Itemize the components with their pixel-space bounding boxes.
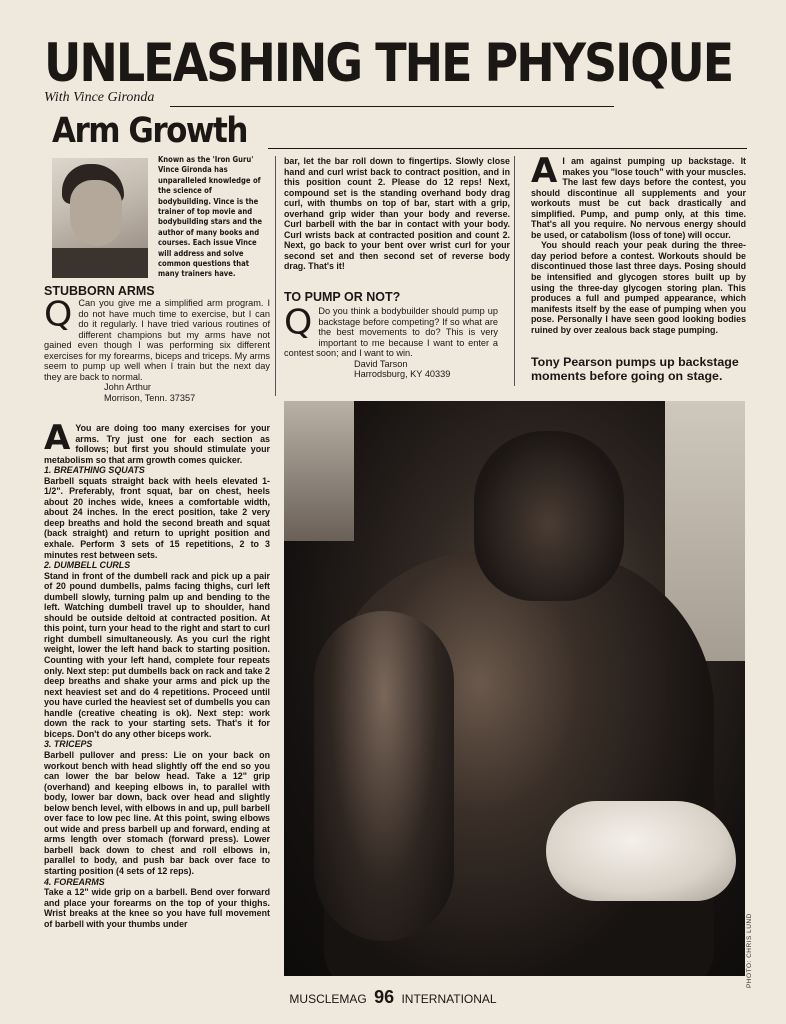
masthead-title: UNLEASHING THE PHYSIQUE: [44, 31, 733, 94]
question-text: Can you give me a simplified arm program. I do not have much time to exercise, but I can do it regularly. I have tried various routines of different champions but my arms have not gained even though I was performing six different exercises for my forearms, biceps and triceps. My arms seem to pump up well when I train but the next day they are back to normal.: [44, 298, 270, 382]
reader-name: David Tarson: [354, 358, 408, 369]
answer-continued: [284, 156, 510, 272]
exercise-heading: 1. BREATHING SQUATS: [44, 465, 145, 476]
question-heading: STUBBORN ARMS: [44, 284, 155, 298]
magazine-name: MUSCLEMAG: [289, 992, 367, 1006]
divider: [268, 148, 747, 149]
photo-credit: PHOTO: CHRIS LUND: [746, 913, 753, 988]
reader-location: Morrison, Tenn. 37357: [104, 392, 196, 403]
question-text: Do you think a bodybuilder should pump up backstage before competing? If so what are the best movements to do? This is very important to me because I want to enter a contest soon; and I want to win.: [284, 306, 498, 358]
byline: With Vince Gironda: [44, 90, 155, 105]
exercise-text: Stand in front of the dumbell rack and pick up a pair of 20 pound dumbells, palms facing thighs, curl left dumbell slowly, turning palm up and bending to the left. Watching dumbell travel up to shoulder, hand should be outside deltoid at contracted position. At this point, turn your head to the right and start to curl right dumbell simultaneously. As you curl the right weight, lower the left hand back to starting position. Counting with your left hand, complete four repeats only. Next step: put dumbells back on rack and take 2 deep breaths and shake your arms and pick up the next heaviest set and do 4 repetitions. Proceed until you have curled the heaviest set of dumbells you can handle (creative cheating is ok). Next step: work down the rack to your starting sets. That's it for biceps. Don't do any other biceps work.: [44, 570, 270, 739]
exercise-heading: 3. TRICEPS: [44, 739, 93, 750]
page-number: 96: [374, 987, 395, 1007]
bodybuilder-photo: [284, 401, 745, 976]
section-title: Arm Growth: [52, 110, 247, 152]
exercise-text: Barbell squats straight back with heels elevated 1-1/2". Preferably, front squat, bar on chest, heels about 20 inches wide, knees a comfortable width, about 24 inches. In the erect position, take 2 very deep breaths and hold the second breath and squat (back straight) and return to upright position and exhale. Perform 3 sets of 15 repetitions, 2 to 3 minutes rest between sets.: [44, 475, 270, 560]
answer-block: [44, 418, 270, 929]
reader-name: John Arthur: [104, 382, 151, 392]
answer-intro: You are doing too many exercises for your arms. Try just one for each section as follows; but first you should stimulate your metabolism so that arm growth comes quicker.: [44, 423, 270, 465]
exercise-text: bar, let the bar roll down to fingertips. Slowly close hand and curl wrist back to contract position, and in this position count 2. Please do 12 reps! Next, compound set is the standing overhand body drag curl, with thumbs on top of bar, start with a grip, overhand grip wider than your body and reverse. Curl barbell with the bar in contact with your body. Curl wrists back at contracted position and count 2. Next, go back to your bent over wrist curl for your second set and then second set of reverse body drag. That's it!: [284, 156, 510, 272]
drop-cap: Q: [44, 295, 73, 334]
exercise-heading: 2. DUMBELL CURLS: [44, 560, 131, 571]
question-block: [284, 303, 498, 380]
magazine-name-suffix: INTERNATIONAL: [401, 992, 497, 1006]
drop-cap: A: [44, 418, 71, 458]
page-footer: [0, 987, 786, 1008]
author-bio: Known as the 'Iron Guru' Vince Gironda has unparalleled knowledge of the science of bodybuilding. Vince is the trainer of top movie and bodybuilding stars and the author of many books and courses. Each issue Vince will address and solve common questions that many trainers have.: [158, 155, 262, 279]
reader-location: Harrodsburg, KY 40339: [354, 369, 451, 379]
photo-caption: Tony Pearson pumps up backstage moments before going on stage.: [531, 355, 739, 383]
exercise-heading: 4. FOREARMS: [44, 876, 105, 887]
drop-cap: Q: [284, 303, 313, 342]
divider: [170, 106, 614, 107]
exercise-text: Barbell pullover and press: Lie on your back on workout bench with head slightly off the end so you can lower the bar below head. Take a 12" grip (overhand) and keeping elbows in, to parallel with body, lower bar down, back over head and slightly below bench level, with elbows in and up, pull barbell over face to low pec line. At this point, swing elbows out wide and press barbell up and forward, ending at arms length over stomach (forward press). Lower barbell back down to chest and roll elbows in, parallel to body, and push bar back over face to starting position (4 sets of 12 reps).: [44, 749, 270, 876]
exercise-text: Take a 12" wide grip on a barbell. Bend over forward and place your forearms on the top of your thighs. Wrist breaks at the knee so you have full movement of barbell with your thumbs under: [44, 887, 270, 929]
answer-block: [531, 151, 746, 335]
column-divider: [275, 156, 276, 396]
answer-text: You should reach your peak during the three-day period before a contest. Workouts should be discontinued those last three days. Posing should be intensified and glycogen stores built up by using the three-day glycogen storing plan. This produces a full and pumped appearance, which manifests itself by the ease of pumping when you pose. Personally I have seen good looking bodies ruined by over zealous back stage pumping.: [531, 240, 746, 335]
answer-text: I am against pumping up backstage. It makes you "lose touch" with your muscles. The last few days before the contest, you should discontinue all supplements and your workouts must be cut back drastically and simplified. Pump, and pump only, at this time. That's all you require. No nervous energy should be used, or catabolism (loss of tone) will occur.: [531, 156, 746, 240]
author-portrait: [52, 158, 148, 278]
column-divider: [514, 156, 515, 386]
question-block: [44, 295, 270, 403]
question-heading: TO PUMP OR NOT?: [284, 290, 401, 304]
drop-cap: A: [531, 151, 558, 191]
